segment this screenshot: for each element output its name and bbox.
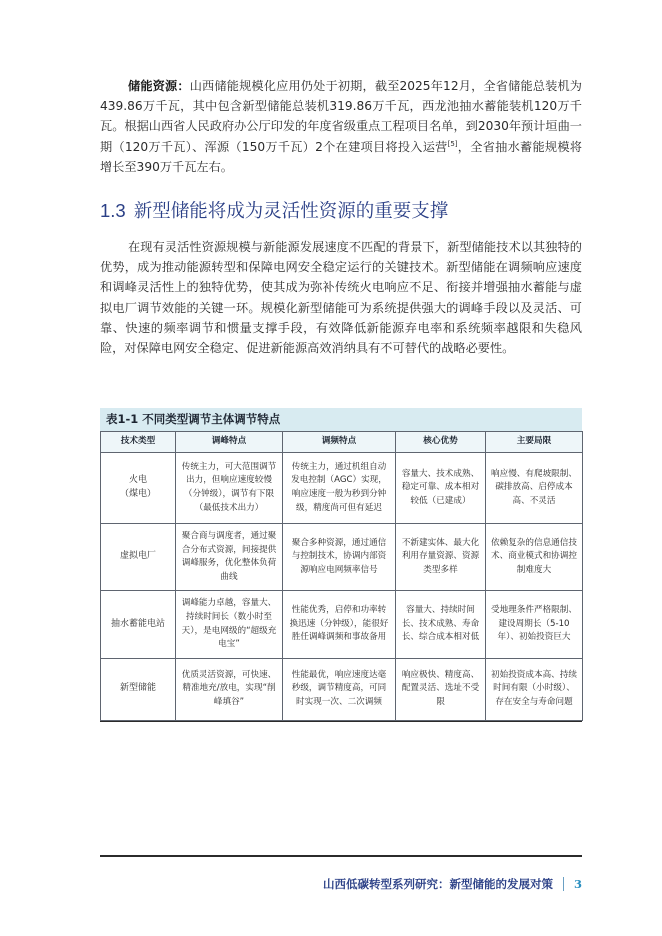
regulation-table xyxy=(100,408,582,722)
table-header-row xyxy=(101,432,583,453)
row-type-cell: 抽水蓄能电站 xyxy=(101,591,176,658)
table-bottom-rule xyxy=(100,721,582,722)
footer-divider xyxy=(100,855,582,857)
table-cell: 传统主力，通过机组自动发电控制（AGC）实现，响应速度一般为秒到分钟级，精度尚可但有延迟 xyxy=(283,453,396,524)
table-cell: 性能优秀，启停和功率转换迅速（分钟级），能很好胜任调峰调频和事故备用 xyxy=(283,591,396,658)
section-number: 1.3 xyxy=(100,200,126,221)
section-title: 新型储能将成为灵活性资源的重要支撑 xyxy=(133,201,449,222)
row-type-cell: 虚拟电厂 xyxy=(101,524,176,591)
table-cell: 聚合多种资源，通过通信与控制技术，协调内部资源响应电网频率信号 xyxy=(283,524,396,591)
table-cell: 不新建实体、最大化利用存量资源、资源类型多样 xyxy=(396,524,486,591)
table-cell: 性能最优，响应速度达毫秒级，调节精度高，可同时实现一次、二次调频 xyxy=(283,658,396,720)
row-type-cell: 火电 （煤电） xyxy=(101,453,176,524)
table-cell: 传统主力，可大范围调节出力，但响应速度较慢（分钟级），调节有下限（最低技术出力） xyxy=(176,453,283,524)
table-cell: 响应极快、精度高、配置灵活、选址不受限 xyxy=(396,658,486,720)
resources-paragraph xyxy=(100,76,582,177)
paragraph-lead: 储能资源： xyxy=(128,79,190,93)
table-cell: 容量大、持续时间长、技术成熟、寿命长、综合成本相对低 xyxy=(396,591,486,658)
table-cell: 初始投资成本高、持续时间有限（小时级）、存在安全与寿命问题 xyxy=(486,658,583,720)
header-cell: 主要局限 xyxy=(486,432,583,453)
page-footer xyxy=(323,876,582,892)
table-cell: 聚合商与调度者，通过聚合分布式资源，间接提供调峰服务，优化整体负荷曲线 xyxy=(176,524,283,591)
table-row xyxy=(101,453,583,524)
table-cell: 响应慢、有爬坡限制、碳排放高、启停成本高、不灵活 xyxy=(486,453,583,524)
intro-paragraph: 在现有灵活性资源规模与新能源发展速度不匹配的背景下，新型储能技术以其独特的优势，成为推动能源转型和保障电网安全稳定运行的关键技术。新型储能在调频响应速度和调峰灵活性上的独特优势，使其成为弥补传统火电响应不足、衔接并增强抽水蓄能与虚拟电厂调节效能的关键一环。规模化新型储能可为系统提供强大的调峰手段以及灵活、可靠、快速的频率调节和惯量支撑手段，有效降低新能源弃电率和系统频率越限和失稳风险，对保障电网安全稳定、促进新能源高效消纳具有不可替代的战略必要性。 xyxy=(100,240,582,356)
table-cell: 优质灵活资源，可快速、精准地充/放电，实现“削峰填谷” xyxy=(176,658,283,720)
paragraph-text: 山西储能规模化应用仍处于初期，截至2025年12月，全省储能总装机为439.86万千瓦，其中包含新型储能总装机319.86万千瓦，西龙池抽水蓄能装机120万千瓦。根据山西省人民政府办公厅印发的年度省级重点工程项目名单，到2030年预计垣曲一期（120万千瓦）、浑源（150万千瓦）2个在建项目将投入运营 xyxy=(100,79,582,154)
paragraph-text-end: ，全省抽水蓄能规模将增长至390万千瓦左右。 xyxy=(100,139,582,174)
header-cell: 核心优势 xyxy=(396,432,486,453)
table-row xyxy=(101,591,583,658)
table-cell: 依赖复杂的信息通信技术、商业模式和协调控制难度大 xyxy=(486,524,583,591)
table-title: 表1-1 不同类型调节主体调节特点 xyxy=(100,408,582,431)
reference-link[interactable]: [5] xyxy=(447,139,458,148)
footer-title: 山西低碳转型系列研究：新型储能的发展对策 xyxy=(322,877,553,891)
table-cell: 受地理条件严格限制、建设周期长（5-10年）、初始投资巨大 xyxy=(486,591,583,658)
table-cell: 容量大、技术成熟、稳定可靠、成本相对较低（已建成） xyxy=(396,453,486,524)
row-type-cell: 新型储能 xyxy=(101,658,176,720)
footer-separator xyxy=(563,877,564,891)
page-number: 3 xyxy=(573,877,582,891)
header-cell: 调峰特点 xyxy=(176,432,283,453)
table-cell: 调峰能力卓越，容量大、持续时间长（数小时至天），是电网级的“超级充电宝” xyxy=(176,591,283,658)
table-row xyxy=(101,658,583,720)
section-heading xyxy=(100,197,448,223)
header-cell: 技术类型 xyxy=(101,432,176,453)
header-cell: 调频特点 xyxy=(283,432,396,453)
table-row xyxy=(101,524,583,591)
table-grid xyxy=(100,431,583,721)
